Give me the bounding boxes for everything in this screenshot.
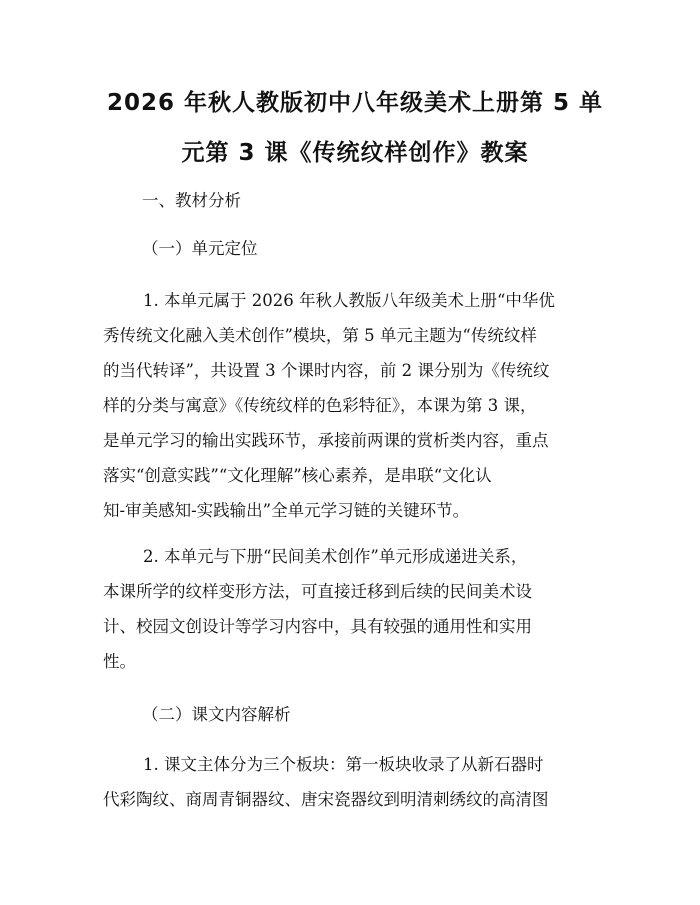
subsection-heading-content-analysis: （二）课文内容解析	[142, 705, 291, 724]
paragraph-line: 代彩陶纹、商周青铜器纹、唐宋瓷器纹到明清刺绣纹的高清图	[103, 790, 549, 809]
paragraph-line: 秀传统文化融入美术创作”模块，第 5 单元主题为“传统纹样	[103, 326, 537, 345]
paragraph-line: 本课所学的纹样变形方法，可直接迁移到后续的民间美术设	[103, 582, 532, 601]
paragraph-line: 的当代转译”，共设置 3 个课时内容，前 2 课分别为《传统纹	[103, 361, 550, 380]
paragraph-line: 落实“创意实践”“文化理解”核心素养，是串联“文化认	[103, 466, 492, 485]
paragraph-line: 2. 本单元与下册“民间美术创作”单元形成递进关系，	[143, 547, 528, 566]
section-heading-analysis: 一、教材分析	[142, 191, 241, 210]
document-title-line-1: 2026 年秋人教版初中八年级美术上册第 5 单	[106, 90, 604, 116]
paragraph-line: 1. 本单元属于 2026 年秋人教版八年级美术上册“中华优	[143, 291, 555, 310]
paragraph-line: 计、校园文创设计等学习内容中，具有较强的通用性和实用	[103, 617, 532, 636]
subsection-heading-unit-positioning: （一）单元定位	[142, 239, 258, 258]
paragraph-line: 性。	[103, 652, 136, 671]
paragraph-unit-positioning-2	[103, 539, 603, 679]
document-title-line-2: 元第 3 课《传统纹样创作》教案	[181, 140, 529, 166]
paragraph-content-analysis-1	[103, 747, 603, 817]
paragraph-line: 知-审美感知-实践输出”全单元学习链的关键环节。	[103, 501, 470, 520]
paragraph-line: 样的分类与寓意》《传统纹样的色彩特征》，本课为第 3 课，	[103, 396, 537, 415]
paragraph-unit-positioning-1	[103, 283, 603, 528]
paragraph-line: 1. 课文主体分为三个板块：第一板块收录了从新石器时	[143, 755, 544, 774]
paragraph-line: 是单元学习的输出实践环节，承接前两课的赏析类内容，重点	[103, 431, 549, 450]
